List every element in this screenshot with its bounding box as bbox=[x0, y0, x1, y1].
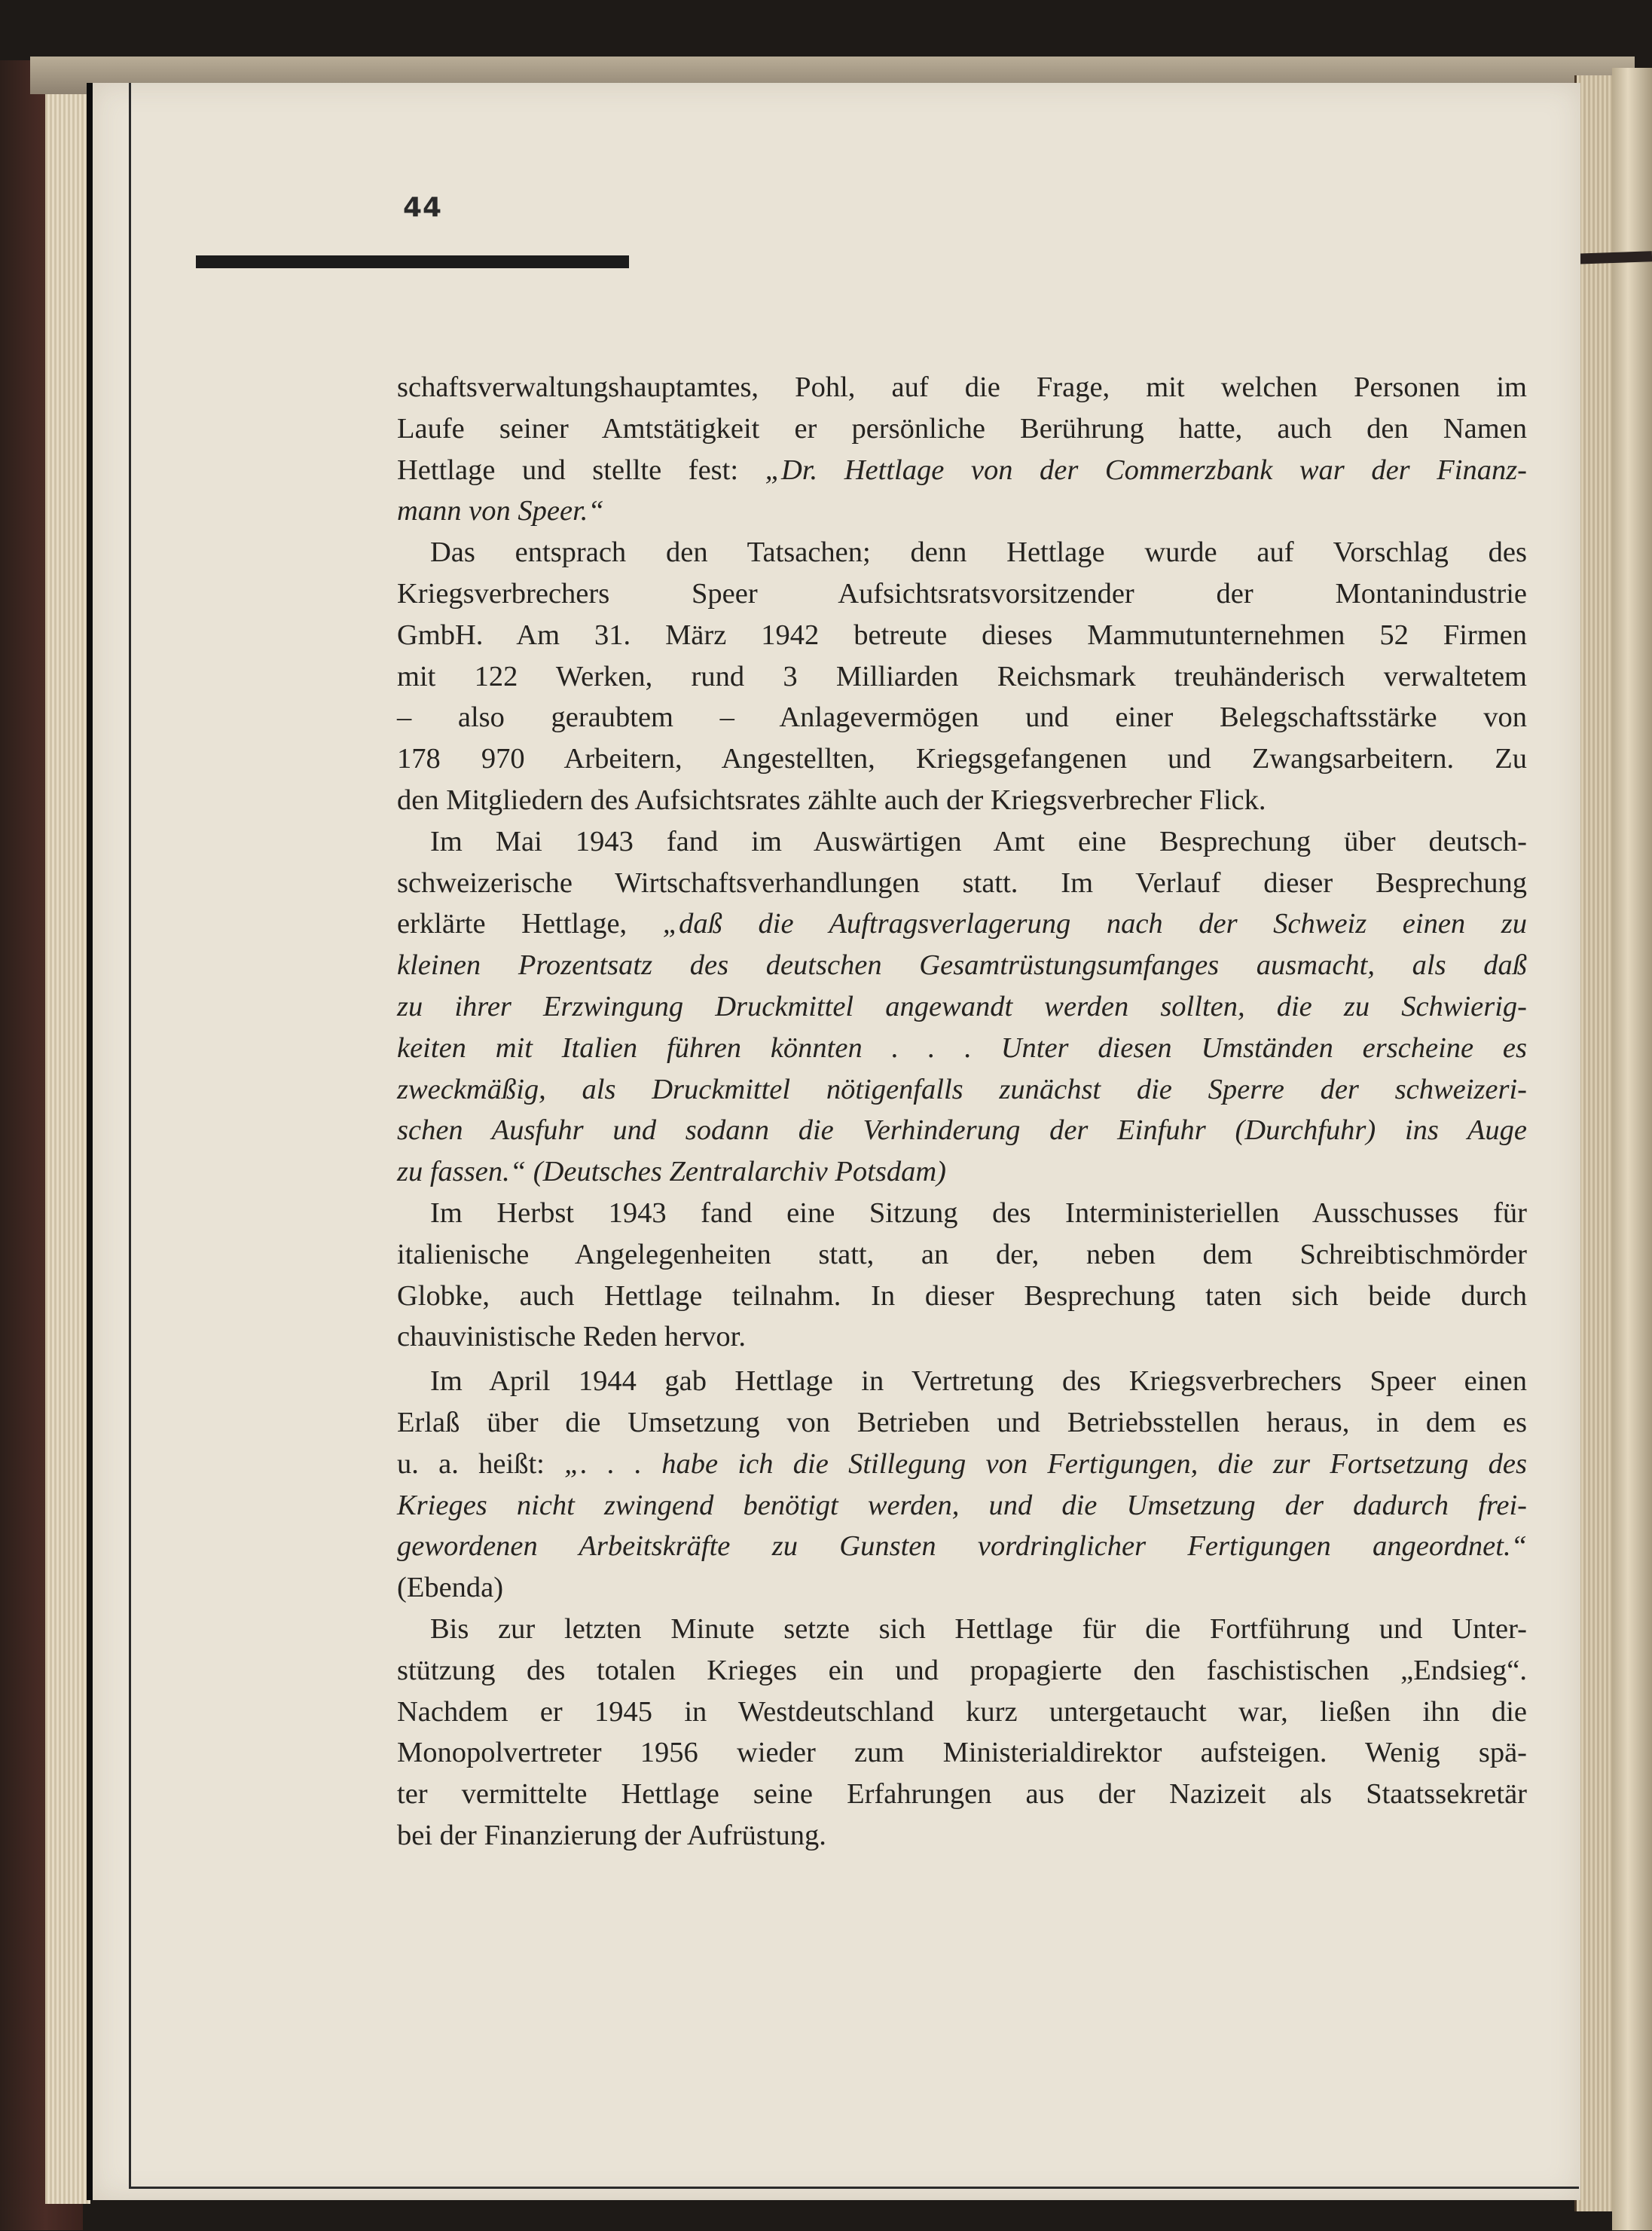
line-text: 178 970 Arbeitern, Angestellten, Kriegsgefangenen und Zwangsarbeitern. Zu bbox=[397, 743, 1527, 775]
line-text: Monopolvertreter 1956 wieder zum Ministerialdirektor aufsteigen. Wenig spä- bbox=[397, 1737, 1527, 1769]
text-line bbox=[397, 1485, 1527, 1527]
line-text: stützung des totalen Krieges ein und propagierte den faschistischen „Endsieg“. bbox=[397, 1654, 1527, 1686]
line-text: – also geraubtem – Anlagevermögen und einer Belegschaftsstärke von bbox=[397, 701, 1527, 734]
line-text: mit 122 Werken, rund 3 Milliarden Reichsmark treuhänderisch verwaltetem bbox=[397, 660, 1527, 692]
text-line bbox=[397, 1402, 1527, 1444]
italic-quote-text: kleinen Prozentsatz des deutschen Gesamtrüstungsumfanges ausmacht, als daß bbox=[397, 949, 1527, 982]
text-line bbox=[397, 1444, 1527, 1485]
line-text: Im April 1944 gab Hettlage in Vertretung des Kriegsverbrechers Speer einen bbox=[430, 1365, 1527, 1398]
text-line bbox=[397, 863, 1527, 904]
italic-quote-text: zu fassen.“ (Deutsches Zentralarchiv Potsdam) bbox=[397, 1156, 946, 1188]
header-rule bbox=[196, 255, 629, 268]
line-text: ter vermittelte Hettlage seine Erfahrungen aus der Nazizeit als Staatssekretär bbox=[397, 1778, 1527, 1811]
line-text: Globke, auch Hettlage teilnahm. In dieser Besprechung taten sich beide durch bbox=[397, 1279, 1527, 1312]
text-line bbox=[397, 450, 1527, 491]
text-line bbox=[397, 615, 1527, 656]
italic-quote-text: keiten mit Italien führen könnten . . . Unter diesen Umständen erscheine es bbox=[397, 1031, 1527, 1064]
text-line bbox=[397, 1692, 1527, 1733]
text-line bbox=[397, 1151, 1527, 1193]
text-line bbox=[397, 738, 1527, 780]
text-line bbox=[397, 1193, 1527, 1234]
line-text: Erlaß über die Umsetzung von Betrieben und Betriebsstellen heraus, in dem es bbox=[397, 1406, 1527, 1438]
text-line bbox=[397, 491, 1527, 532]
line-text: schaftsverwaltungshauptamtes, Pohl, auf die Frage, mit welchen Personen im bbox=[397, 371, 1527, 403]
line-text: italienische Angelegenheiten statt, an der, neben dem Schreibtischmörder bbox=[397, 1238, 1527, 1270]
text-line bbox=[397, 945, 1527, 986]
line-text: bei der Finanzierung der Aufrüstung. bbox=[397, 1819, 826, 1851]
text-line bbox=[397, 1316, 1527, 1358]
line-text: erklärte Hettlage, bbox=[397, 908, 663, 940]
line-text: chauvinistische Reden hervor. bbox=[397, 1321, 746, 1353]
italic-quote-text: schen Ausfuhr und sodann die Verhinderung der Einfuhr (Durchfuhr) ins Auge bbox=[397, 1114, 1527, 1147]
text-line bbox=[397, 1110, 1527, 1151]
line-text: Das entsprach den Tatsachen; denn Hettlage wurde auf Vorschlag des bbox=[430, 536, 1527, 569]
italic-quote-text: gewordenen Arbeitskräfte zu Gunsten vordringlicher Fertigungen angeordnet.“ bbox=[397, 1530, 1527, 1563]
line-text: Im Herbst 1943 fand eine Sitzung des Interministeriellen Ausschusses für bbox=[430, 1196, 1527, 1229]
text-line bbox=[397, 780, 1527, 821]
italic-quote-text: mann von Speer.“ bbox=[397, 495, 604, 527]
line-text: Kriegsverbrechers Speer Aufsichtsratsvorsitzender der Montanindustrie bbox=[397, 577, 1527, 610]
text-line bbox=[397, 1361, 1527, 1402]
text-line bbox=[397, 532, 1527, 573]
text-line bbox=[397, 1526, 1527, 1567]
line-text: Laufe seiner Amtstätigkeit er persönliche Berührung hatte, auch den Namen bbox=[397, 412, 1527, 445]
text-line bbox=[397, 1732, 1527, 1774]
text-line bbox=[397, 821, 1527, 863]
text-line bbox=[397, 1276, 1527, 1317]
line-text: den Mitgliedern des Aufsichtsrates zählte auch der Kriegsverbrecher Flick. bbox=[397, 784, 1266, 816]
line-text: Nachdem er 1945 in Westdeutschland kurz untergetaucht war, ließen ihn die bbox=[397, 1695, 1527, 1728]
italic-quote-text: Krieges nicht zwingend benötigt werden, und die Umsetzung der dadurch frei- bbox=[397, 1489, 1527, 1521]
text-line bbox=[397, 1609, 1527, 1650]
text-line bbox=[397, 573, 1527, 615]
text-line bbox=[397, 986, 1527, 1028]
line-text: GmbH. Am 31. März 1942 betreute dieses Mammutunternehmen 52 Firmen bbox=[397, 619, 1527, 651]
italic-quote-text: zu ihrer Erzwingung Druckmittel angewandt werden sollten, die zu Schwierig- bbox=[397, 990, 1527, 1022]
italic-quote-text: „daß die Auftragsverlagerung nach der Schweiz einen zu bbox=[662, 908, 1527, 940]
text-line bbox=[397, 1774, 1527, 1815]
text-line bbox=[397, 1234, 1527, 1276]
text-line bbox=[397, 656, 1527, 698]
text-line bbox=[397, 1567, 1527, 1609]
text-line bbox=[397, 1028, 1527, 1069]
text-line bbox=[397, 367, 1527, 408]
line-text: Hettlage und stellte fest: bbox=[397, 454, 765, 486]
line-text: Bis zur letzten Minute setzte sich Hettlage für die Fortführung und Unter- bbox=[430, 1612, 1527, 1645]
page-edges-left bbox=[45, 72, 90, 2204]
text-line bbox=[397, 1069, 1527, 1111]
line-text: (Ebenda) bbox=[397, 1572, 504, 1604]
text-line bbox=[397, 1815, 1527, 1857]
line-text: schweizerische Wirtschaftsverhandlungen statt. Im Verlauf dieser Besprechung bbox=[397, 866, 1527, 899]
text-line bbox=[397, 1650, 1527, 1692]
line-text: Im Mai 1943 fand im Auswärtigen Amt eine Besprechung über deutsch- bbox=[430, 825, 1527, 857]
italic-quote-text: zweckmäßig, als Druckmittel nötigenfalls zunächst die Sperre der schweizeri- bbox=[397, 1073, 1527, 1105]
line-text: u. a. heißt: bbox=[397, 1447, 565, 1480]
italic-quote-text: „Dr. Hettlage von der Commerzbank war der Finanz- bbox=[765, 454, 1527, 486]
text-line bbox=[397, 903, 1527, 945]
body-text bbox=[397, 367, 1527, 1857]
book-cover-right bbox=[1612, 68, 1652, 2230]
page-number: 44 bbox=[403, 192, 443, 223]
italic-quote-text: „. . . habe ich die Stillegung von Fertigungen, die zur Fortsetzung des bbox=[564, 1447, 1527, 1480]
text-line bbox=[397, 408, 1527, 450]
text-line bbox=[397, 697, 1527, 738]
